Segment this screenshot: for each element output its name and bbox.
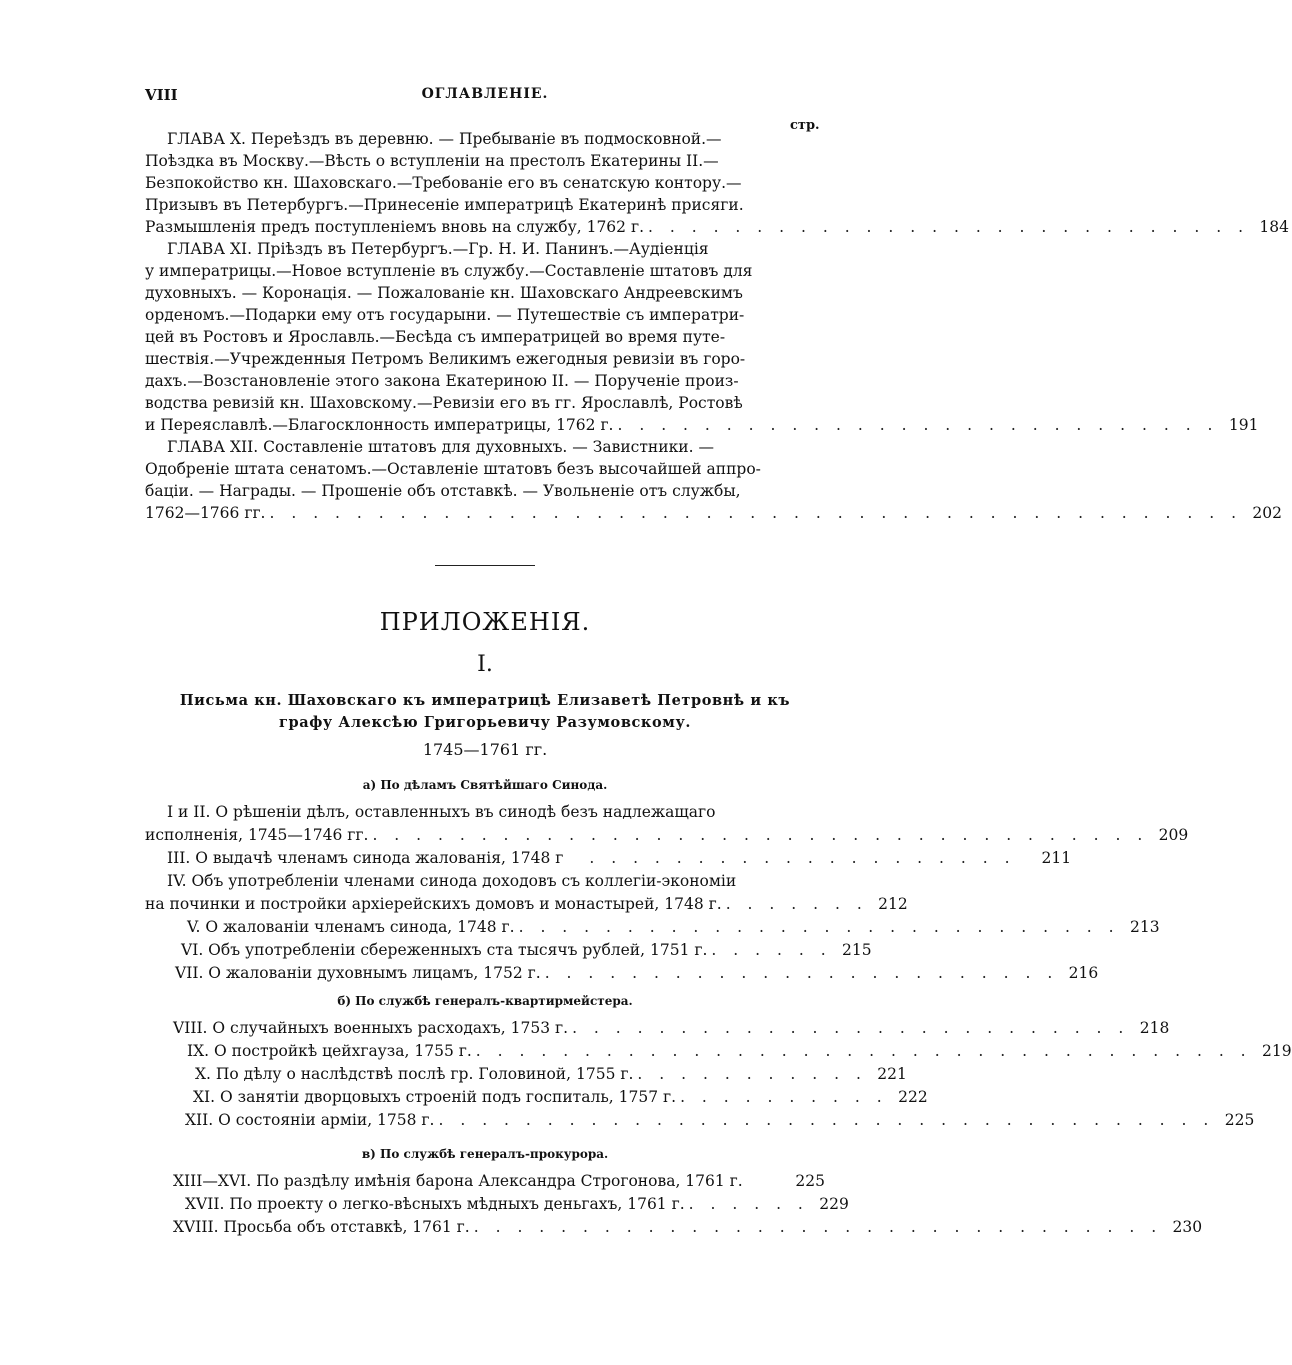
entry-text-line: ГЛАВА XII. Составленіе штатовъ для духовныхъ. — Завистники. — [167, 438, 714, 456]
page-reference: 184 [1259, 218, 1290, 236]
page-reference: 219 [1262, 1042, 1292, 1060]
entry-text-line: Размышленія предъ поступленіемъ вновь на службу, 1762 г. [145, 218, 645, 236]
appendix-section-prosecutor [145, 1147, 1203, 1239]
page-reference: 191 [1228, 416, 1259, 434]
toc-entry [145, 962, 1099, 985]
entry-text-line: V. О жалованіи членамъ синода, 1748 г. [187, 918, 515, 936]
entry-text-line: у императрицы.—Новое вступленіе въ службу.—Составленіе штатовъ для [145, 262, 753, 280]
dot-leader: . . . . . . . . . . . . . . . . . . . . [589, 849, 1016, 867]
page-reference: 211 [1041, 849, 1072, 867]
dot-leader: . . . . . . . . . . . [637, 1065, 867, 1083]
chapter-list [145, 128, 1290, 524]
entry-last-line [145, 893, 908, 916]
entry-text-line: Поѣздка въ Москву.—Вѣсть о вступленіи на престолъ Екатерины II.— [145, 152, 719, 170]
entry-text-line: ГЛАВА XI. Пріѣздъ въ Петербургъ.—Гр. Н. И. Панинъ.—Аудіенція [167, 240, 709, 258]
entry-last-line [145, 1040, 1292, 1063]
dot-leader: . . . . . . [688, 1195, 809, 1213]
entry-last-line [145, 1086, 928, 1109]
entry-text-line: Безпокойство кн. Шаховскаго.—Требованіе его въ сенатскую контору.— [145, 174, 742, 192]
entry-text-line: XII. О состояніи арміи, 1758 г. [185, 1111, 435, 1129]
toc-entry [145, 801, 1189, 847]
appendix-letters-title [145, 690, 825, 734]
section-title: а) По дѣламъ Святѣйшаго Синода. [362, 778, 608, 792]
section-title: в) По службѣ генералъ-прокурора. [361, 1147, 609, 1161]
toc-entry-chapter-12 [145, 436, 1283, 524]
appendix-section-synod [145, 778, 1189, 985]
dot-leader: . . . . . . . . . . . . . . . . . . . . . . . . [544, 964, 1059, 982]
entry-last-line [145, 1109, 1255, 1132]
page-reference: 216 [1068, 964, 1099, 982]
entry-text-line: на починки и постройки архіерейскихъ домовъ и монастырей, 1748 г. [145, 895, 722, 913]
entry-last-line [145, 916, 1160, 939]
page-reference: 218 [1139, 1019, 1170, 1037]
letters-title-line: графу Алексѣю Григорьевичу Разумовскому. [278, 714, 691, 731]
entry-text-line: I и II. О рѣшеніи дѣлъ, оставленныхъ въ синодѣ безъ надлежащаго [167, 803, 716, 821]
running-head [145, 86, 825, 108]
appendix-section-quartermaster [145, 994, 1292, 1132]
section-divider [435, 565, 535, 566]
entry-last-line [145, 962, 1099, 985]
toc-entry [145, 870, 908, 916]
entry-text-line: X. По дѣлу о наслѣдствѣ послѣ гр. Головиной, 1755 г. [195, 1065, 634, 1083]
dot-leader: . . . . . . . . . . . . . . . . . . . . . . . . . . . . [518, 918, 1120, 936]
toc-entry-chapter-11 [145, 238, 1259, 436]
toc-entry [145, 916, 1160, 939]
entry-last-line [145, 1193, 849, 1216]
page-reference: 202 [1252, 504, 1283, 522]
page-reference: 213 [1130, 918, 1160, 936]
entry-text-line: XVIII. Просьба объ отставкѣ, 1761 г. [173, 1218, 470, 1236]
toc-entry [145, 1086, 928, 1109]
entry-last-line [145, 216, 1290, 238]
section-title: б) По службѣ генералъ-квартирмейстера. [337, 994, 633, 1008]
page-reference: 225 [1224, 1111, 1255, 1129]
entry-text-line: IV. Объ употребленіи членами синода доходовъ съ коллегіи-экономіи [167, 872, 737, 890]
toc-entry [145, 1040, 1292, 1063]
toc-entry [145, 1063, 907, 1086]
page-title: ОГЛАВЛЕНІЕ. [421, 86, 549, 102]
dot-leader: . . . . . . . [725, 895, 868, 913]
page-reference: 209 [1158, 826, 1189, 844]
entry-last-line [145, 847, 1072, 870]
entry-text-line: Призывъ въ Петербургъ.—Принесеніе императрицѣ Екатеринѣ присяги. [145, 196, 744, 214]
page-reference: 212 [878, 895, 908, 913]
toc-entry [145, 1170, 825, 1193]
entry-text-line: VI. Объ употребленіи сбереженныхъ ста тысячъ рублей, 1751 г. [181, 941, 708, 959]
dot-leader: . . . . . . . . . . . . . . . . . . . . . . . . . . . . . . . . . . . . [438, 1111, 1215, 1129]
toc-entry [145, 1216, 1203, 1239]
entry-text-line: 1762—1766 гг. [145, 504, 266, 522]
entry-text-line: духовныхъ. — Коронація. — Пожалованіе кн. Шаховскаго Андреевскимъ [145, 284, 743, 302]
appendix-years: 1745—1761 гг. [422, 740, 548, 759]
appendix-title: ПРИЛОЖЕНІЯ. [379, 608, 591, 636]
dot-leader: . . . . . . . . . . . . . . . . . . . . . . . . . . . . [617, 416, 1219, 434]
page-reference: 215 [842, 941, 872, 959]
toc-entry-chapter-10 [145, 128, 1290, 238]
dot-leader: . . . . . . [711, 941, 832, 959]
entry-last-line [145, 1170, 825, 1193]
entry-last-line [145, 414, 1259, 436]
dot-leader: . . . . . . . . . . . . . . . . . . . . . . . . . . . . . . . . . . . . [372, 826, 1149, 844]
entry-text-line: шествія.—Учрежденныя Петромъ Великимъ ежегодныя ревизіи въ горо- [145, 350, 746, 368]
letters-title-line: Письма кн. Шаховскаго къ императрицѣ Елизаветѣ Петровнѣ и къ [179, 692, 791, 709]
entry-last-line [145, 1017, 1170, 1040]
entry-text-line: дахъ.—Возстановленіе этого закона Екатериною II. — Порученіе произ- [145, 372, 739, 390]
dot-leader: . . . . . . . . . . . . . . . . . . . . . . . . . . . . . . . . [473, 1218, 1163, 1236]
appendix-part-number: I. [477, 652, 493, 677]
dot-leader: . . . . . . . . . . . . . . . . . . . . . . . . . . . . . . . . . . . . [475, 1042, 1252, 1060]
entry-last-line [145, 939, 872, 962]
entry-text-line: IX. О постройкѣ цейхгауза, 1755 г. [187, 1042, 472, 1060]
entry-text-line: цей въ Ростовъ и Ярославль.—Бесѣда съ императрицей во время путе- [145, 328, 726, 346]
dot-leader: . . . . . . . . . . . . . . . . . . . . . . . . . . . . . . . . . . . . . . . . . . . . . [269, 504, 1243, 522]
dot-leader: . . . . . . . . . . [680, 1088, 888, 1106]
entry-text-line: III. О выдачѣ членамъ синода жалованія, 1748 г [167, 849, 564, 867]
entry-last-line [145, 1216, 1203, 1239]
entry-text-line: VII. О жалованіи духовнымъ лицамъ, 1752 г. [175, 964, 541, 982]
page-reference: 222 [898, 1088, 928, 1106]
entry-text-line: и Переяславлѣ.—Благосклонность императрицы, 1762 г. [145, 416, 614, 434]
toc-entry [145, 939, 872, 962]
toc-entry [145, 1109, 1255, 1132]
entry-last-line [145, 502, 1283, 524]
toc-entry [145, 1193, 849, 1216]
entry-last-line [145, 824, 1189, 847]
entry-text-line: XVII. По проекту о легко-вѣсныхъ мѣдныхъ деньгахъ, 1761 г. [185, 1195, 685, 1213]
dot-leader: . . . . . . . . . . . . . . . . . . . . . . . . . . . . [648, 218, 1250, 236]
entry-text-line: водства ревизій кн. Шаховскому.—Ревизіи его въ гг. Ярославлѣ, Ростовѣ [145, 394, 743, 412]
toc-entry [145, 847, 1072, 870]
entry-text-line: Одобреніе штата сенатомъ.—Оставленіе штатовъ безъ высочайшей аппро- [145, 460, 761, 478]
toc-entry [145, 1017, 1170, 1040]
entry-text-line: орденомъ.—Подарки ему отъ государыни. — Путешествіе съ императри- [145, 306, 745, 324]
entry-text-line: XIII—XVI. По раздѣлу имѣнія барона Александра Строгонова, 1761 г. [173, 1172, 743, 1190]
dot-leader: . . . . . . . . . . . . . . . . . . . . . . . . . . [572, 1019, 1130, 1037]
page-reference: 230 [1172, 1218, 1203, 1236]
page-column-label: стр. [790, 118, 820, 133]
page-reference: 229 [819, 1195, 849, 1213]
entry-text-line: баціи. — Награды. — Прошеніе объ отставкѣ. — Увольненіе отъ службы, [145, 482, 741, 500]
page-number: VIII [145, 86, 178, 104]
entry-text-line: VIII. О случайныхъ военныхъ расходахъ, 1753 г. [173, 1019, 569, 1037]
entry-last-line [145, 1063, 907, 1086]
page-reference: 225 [795, 1172, 825, 1190]
entry-text-line: ГЛАВА X. Переѣздъ въ деревню. — Пребываніе въ подмосковной.— [167, 130, 722, 148]
page-reference: 221 [877, 1065, 907, 1083]
entry-text-line: исполненія, 1745—1746 гг. [145, 826, 369, 844]
entry-text-line: XI. О занятіи дворцовыхъ строеній подъ госпиталь, 1757 г. [193, 1088, 677, 1106]
